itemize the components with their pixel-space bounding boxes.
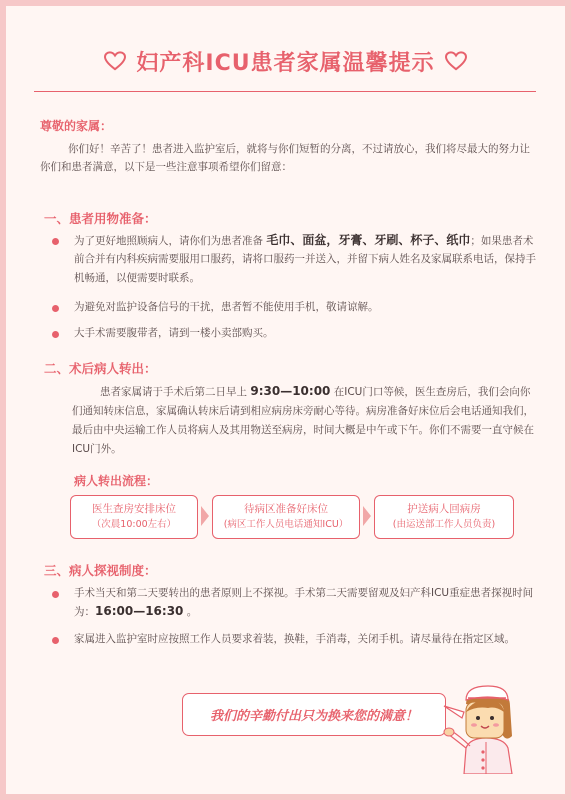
section-3-item-2: 家属进入监护室时应按照工作人员要求着装，换鞋，手消毒，关闭手机。请尽量待在指定区域。 (74, 633, 515, 645)
section-1-item-1: 为了更好地照顾病人，请你们为患者准备 毛巾、面盆，牙膏、牙刷、杯子、纸巾；如果患者术前合并有内科疾病需要服用口服药，请将口服药一并送入，并留下病人姓名及家属联系电话，保持手机畅通，以便需要时联系。 (74, 233, 536, 284)
nurse-mascot-illustration (436, 682, 536, 774)
flow-arrow-icon (363, 506, 371, 526)
intro-paragraph: 你们好！辛苦了！患者进入监护室后，就将与你们短暂的分离，不过请放心，我们将尽最大的努力让你们和患者满意，以下是一些注意事项希望你们留意： (40, 143, 530, 173)
bullet-dot (52, 591, 59, 598)
flow-step-3: 护送病人回病房 (由运送部工作人员负责) (374, 495, 514, 539)
notice-page (6, 6, 565, 794)
section-2-heading: 二、术后病人转出： (44, 361, 157, 376)
bullet-dot (52, 331, 59, 338)
section-2-paragraph: 患者家属请于手术后第二日早上 9:30—10:00 在ICU门口等候，医生查房后，我们会向你们通知转床信息，家属确认转床后请到相应病房床旁耐心等待。病房准备好床位后会电话通知我们，最后由中央运输工作人员将病人及其用物送至病房，时间大概是中午或下午。你们不需要一直守候在ICU门外。 (72, 384, 534, 455)
slogan-box (182, 693, 446, 736)
section-1-item-2: 为避免对监护设备信号的干扰，患者暂不能使用手机，敬请谅解。 (74, 301, 379, 313)
flow-step-1: 医生查房安排床位 （次晨10:00左右） (70, 495, 198, 539)
flow-arrow-icon (201, 506, 209, 526)
page-title: 妇产科ICU患者家属温馨提示 (136, 50, 435, 76)
greeting: 尊敬的家属： (40, 119, 113, 133)
bullet-dot (52, 238, 59, 245)
pickup-time: 9:30—10:00 (250, 384, 331, 398)
slogan-text: 我们的辛勤付出只为换来您的满意！ (209, 709, 418, 724)
section-1-heading: 一、患者用物准备： (44, 211, 157, 226)
heart-right-icon (445, 51, 467, 71)
flow-title: 病人转出流程： (74, 474, 159, 488)
visiting-time: 16:00—16:30 (95, 604, 184, 619)
section-3-heading: 三、病人探视制度： (44, 563, 157, 578)
title-row (6, 44, 565, 78)
section-3-item-1: 手术当天和第二天要转出的患者原则上不探视。手术第二天需要留观及妇产科ICU重症患者探视时间为：16:00—16:30 。 (74, 587, 534, 619)
supplies-list: 毛巾、面盆，牙膏、牙刷、杯子、纸巾 (266, 233, 471, 247)
heart-left-icon (104, 51, 126, 71)
title-divider (34, 91, 536, 92)
bullet-dot (52, 305, 59, 312)
flow-step-2: 待病区准备好床位 (病区工作人员电话通知ICU） (212, 495, 360, 539)
section-1-item-3: 大手术需要腹带者，请到一楼小卖部购买。 (74, 327, 274, 339)
bullet-dot (52, 637, 59, 644)
